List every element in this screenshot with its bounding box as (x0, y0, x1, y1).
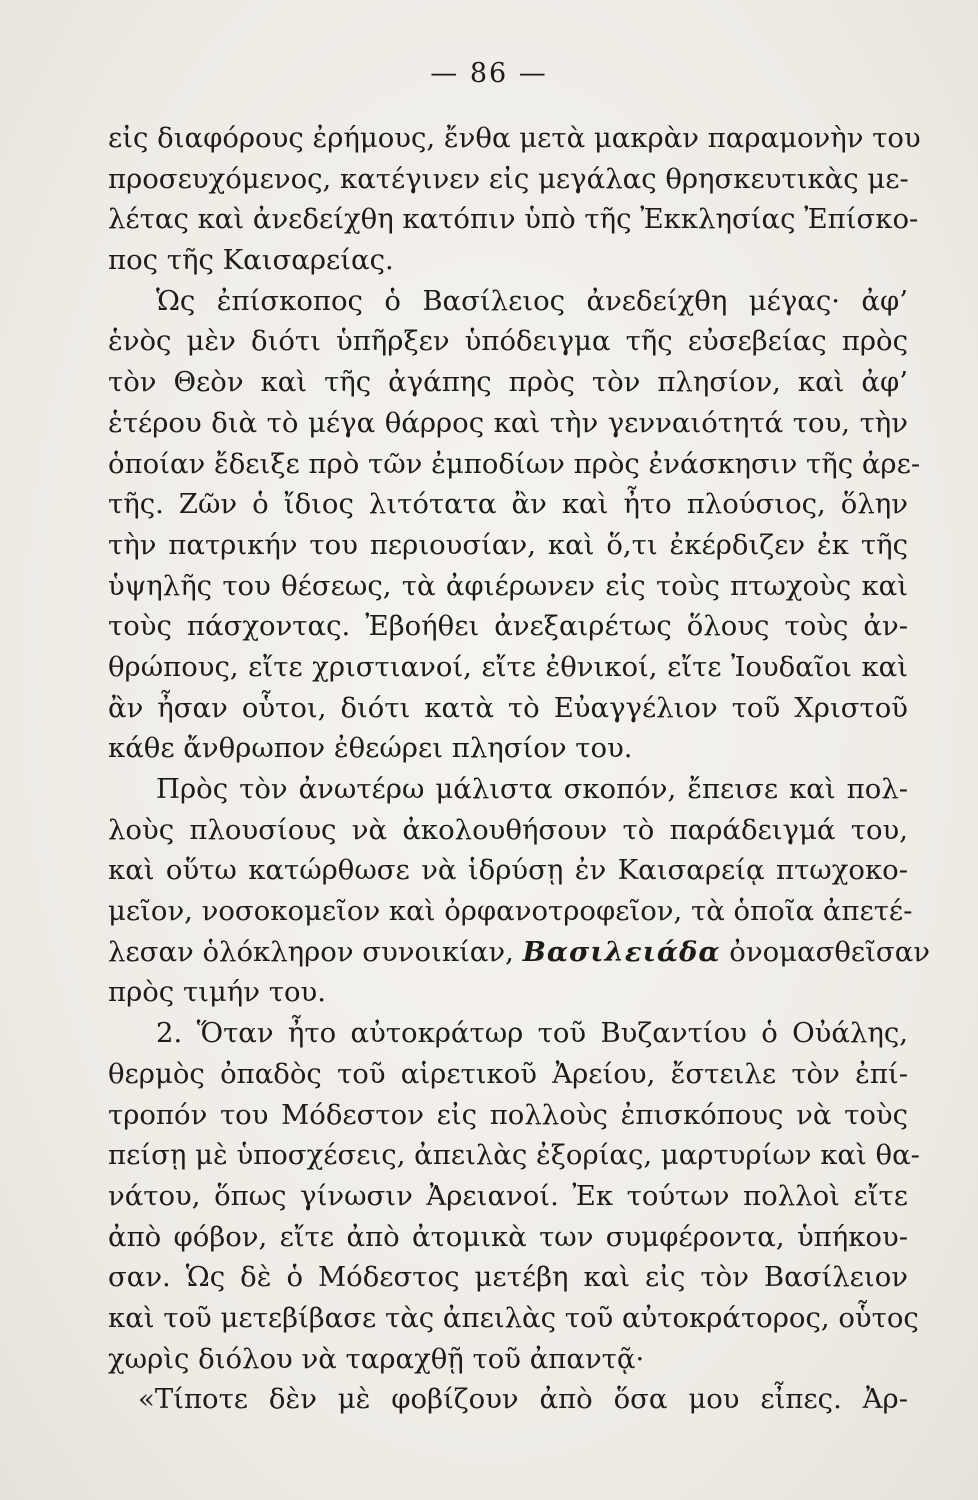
text-line: πρὸς τιμήν του. (108, 976, 326, 1009)
text-line: ἑνὸς μὲν διότι ὑπῆρξεν ὑπόδειγμα τῆς εὐσεβείας πρὸς (108, 325, 908, 358)
body-text (108, 118, 930, 1420)
text-line: τροπόν του Μόδεστον εἰς πολλοὺς ἐπισκόπους νὰ τοὺς (108, 1098, 908, 1131)
text-line: κάθε ἄνθρωπον ἐθεώρει πλησίον του. (108, 732, 633, 765)
text-line: πος τῆς Καισαρείας. (108, 244, 394, 277)
text-line: τῆς. Ζῶν ὁ ἴδιος λιτότατα ἂν καὶ ἦτο πλούσιος, ὅλην (108, 488, 908, 521)
text-segment: λεσαν ὁλόκληρον συνοικίαν, (108, 935, 523, 968)
text-line: «Τίποτε δὲν μὲ φοβίζουν ἀπὸ ὅσα μου εἶπες. Ἀρ- (138, 1383, 908, 1416)
text-line (108, 932, 930, 973)
text-line: ὁποίαν ἔδειξε πρὸ τῶν ἐμποδίων πρὸς ἐνάσκησιν τῆς ἀρε- (108, 447, 921, 480)
text-line: 2. Ὅταν ἦτο αὐτοκράτωρ τοῦ Βυζαντίου ὁ Οὐάλης, (156, 1017, 908, 1050)
text-line: χωρὶς διόλου νὰ ταραχθῇ τοῦ ἀπαντᾷ· (108, 1342, 645, 1375)
text-line: τοὺς πάσχοντας. Ἐβοήθει ἀνεξαιρέτως ὅλους τοὺς ἀν- (108, 610, 908, 643)
text-line: καὶ οὕτω κατώρθωσε νὰ ἱδρύσῃ ἐν Καισαρείᾳ πτωχοκο- (108, 854, 908, 887)
text-line: λέτας καὶ ἀνεδείχθη κατόπιν ὑπὸ τῆς Ἐκκλησίας Ἐπίσκο- (108, 203, 919, 236)
text-segment: ὀνομασθεῖσαν (720, 935, 930, 968)
text-line: μεῖον, νοσοκομεῖον καὶ ὀρφανοτροφεῖον, τὰ ὁποῖα ἀπετέ- (108, 895, 913, 928)
text-line: λοὺς πλουσίους νὰ ἀκολουθήσουν τὸ παράδειγμά του, (108, 813, 908, 846)
text-line: θερμὸς ὀπαδὸς τοῦ αἱρετικοῦ Ἀρείου, ἔστειλε τὸν ἐπί- (108, 1057, 908, 1090)
text-line: προσευχόμενος, κατέγινεν εἰς μεγάλας θρησκευτικὰς με- (108, 162, 909, 195)
text-line: πείσῃ μὲ ὑποσχέσεις, ἀπειλὰς ἐξορίας, μαρτυρίων καὶ θα- (108, 1139, 920, 1172)
text-line: εἰς διαφόρους ἐρήμους, ἔνθα μετὰ μακρὰν παραμονὴν του (108, 122, 921, 154)
text-line: ἑτέρου διὰ τὸ μέγα θάρρος καὶ τὴν γενναιότητά του, τὴν (108, 406, 908, 439)
text-line: ὑψηλῆς του θέσεως, τὰ ἀφιέρωνεν εἰς τοὺς πτωχοὺς καὶ (108, 569, 908, 602)
text-line: τὴν πατρικήν του περιουσίαν, καὶ ὅ,τι ἐκέρδιζεν ἐκ τῆς (108, 528, 908, 561)
emphasized-term: Βασιλειάδα (522, 935, 721, 968)
page-number: — 86 — (430, 58, 548, 89)
text-line: ἂν ἦσαν οὗτοι, διότι κατὰ τὸ Εὐαγγέλιον τοῦ Χριστοῦ (108, 691, 908, 724)
text-line: καὶ τοῦ μετεβίβασε τὰς ἀπειλὰς τοῦ αὐτοκράτορος, οὗτος (108, 1301, 919, 1334)
text-line: θρώπους, εἴτε χριστιανοί, εἴτε ἐθνικοί, εἴτε Ἰουδαῖοι καὶ (108, 650, 908, 683)
text-line: τὸν Θεὸν καὶ τῆς ἀγάπης πρὸς τὸν πλησίον, καὶ ἀφ’ (108, 366, 908, 399)
text-line: σαν. Ὡς δὲ ὁ Μόδεστος μετέβη καὶ εἰς τὸν Βασίλειον (108, 1261, 908, 1294)
text-line: Ὡς ἐπίσκοπος ὁ Βασίλειος ἀνεδείχθη μέγας· ἀφ’ (156, 284, 908, 317)
text-line: νάτου, ὅπως γίνωσιν Ἀρειανοί. Ἐκ τούτων πολλοὶ εἴτε (108, 1179, 908, 1212)
text-line: ἀπὸ φόβον, εἴτε ἀπὸ ἀτομικὰ των συμφέροντα, ὑπήκου- (108, 1220, 908, 1253)
text-line: Πρὸς τὸν ἀνωτέρω μάλιστα σκοπόν, ἔπεισε καὶ πολ- (156, 773, 908, 805)
